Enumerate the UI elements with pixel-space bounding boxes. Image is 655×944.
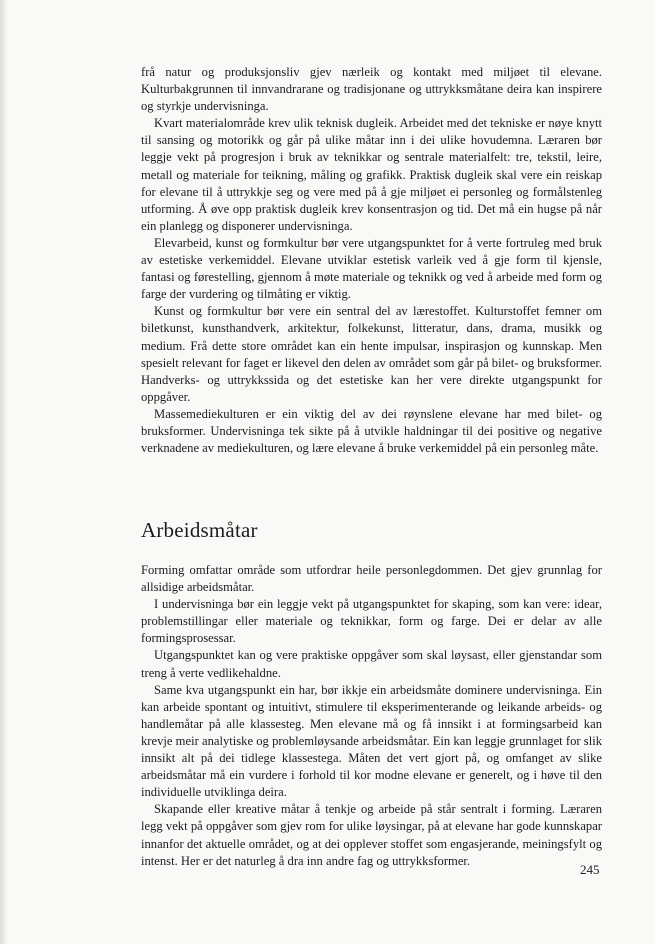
page-number: 245 xyxy=(580,862,600,877)
paragraph: Kunst og formkultur bør vere ein sentral del av lærestoffet. Kulturstoffet femner om biletkunst, kunsthandverk, arkitektur, folkekunst, litteratur, dans, drama, musikk og medium. Frå dette store området kan ein hente impulsar, inspirasjon og kunnskap. Men spesielt relevant for faget er likevel den delen av området som går på bilet- og bruksformer. Handverks- og uttrykkssida og det estetiske kan her vere direkte utgangspunkt for oppgåver. xyxy=(141,304,602,404)
section-heading: Arbeidsmåtar xyxy=(141,518,258,542)
paragraph: Forming omfattar område som utfordrar heile personlegdommen. Det gjev grunnlag for allsidige arbeidsmåtar. xyxy=(141,563,602,595)
body-text-upper xyxy=(141,64,602,457)
paragraph: Skapande eller kreative måtar å tenkje og arbeide på står sentralt i forming. Læraren legg vekt på oppgåver som gjev rom for ulike løysingar, på at elevane har gode kunnskapar innanfor det aktuelle området, og at dei opplever stoffet som engasjerande, meiningsfylt og intenst. Her er det naturleg å dra inn andre fag og uttrykksformer. xyxy=(141,802,602,868)
paragraph: I undervisninga bør ein leggje vekt på utgangspunktet for skaping, som kan vere: idear, problemstillingar eller materiale og teknikkar, form og farge. Dei er delar av alle formingsprosessar. xyxy=(141,597,602,646)
body-text-lower xyxy=(141,562,602,870)
paragraph: Same kva utgangspunkt ein har, bør ikkje ein arbeidsmåte dominere undervisninga. Ein kan arbeide spontant og intuitivt, stimulere til eksperimenterande og leikande arbeids- og handlemåtar på alle klassesteg. Men elevane må og få innsikt i at formingsarbeid kan krevje meir analytiske og problemløysande arbeidsmåtar. Ein kan leggje grunnlaget for slik innsikt alt på dei tidlege klassestega. Måten det vert gjort på, og omfanget av slike arbeidsmåtar må ein vurdere i forhold til kor modne elevane er generelt, og i høve til den individuelle utviklinga deira. xyxy=(141,682,602,800)
paragraph: frå natur og produksjonsliv gjev nærleik og kontakt med miljøet til elevane. Kulturbakgrunnen til innvandrarane og tradisjonane og uttrykksmåtane deira kan inspirere og styrkje undervisninga. xyxy=(141,65,602,114)
page-edge-shadow xyxy=(0,0,8,944)
paragraph: Elevarbeid, kunst og formkultur bør vere utgangspunktet for å verte fortruleg med bruk av estetiske verkemiddel. Elevane utviklar estetisk varleik ved å gje form til kjensle, fantasi og førestelling, gjennom å møte materiale og teknikk og ved å arbeide med form og farge der vurdering og tilmåting er viktig. xyxy=(141,235,602,302)
paragraph: Massemediekulturen er ein viktig del av dei røynslene elevane har med bilet- og bruksformer. Undervisninga tek sikte på å utvikle haldningar til dei positive og negative verknadene av mediekulturen, og lære elevane å bruke verkemiddel på ein personleg måte. xyxy=(141,406,602,456)
paragraph: Kvart materialområde krev ulik teknisk dugleik. Arbeidet med det tekniske er nøye knytt til sansing og motorikk og går på ulike måtar inn i dei ulike hovudemna. Læraren bør leggje vekt på progresjon i bruk av teknikkar og sentrale materialfelt: tre, tekstil, leire, metall og materiale for teikning, måling og grafikk. Praktisk dugleik skal vere ein reiskap for elevane til å uttrykkje seg og vere med på å gje miljøet ei personleg og formålstenleg utforming. Å øve opp praktisk dugleik krev konsentrasjon og tid. Det må ein hugse på når ein planlegg og disponerer undervisninga. xyxy=(141,116,602,233)
paragraph: Utgangspunktet kan og vere praktiske oppgåver som skal løysast, eller gjenstandar som treng å verte vedlikehaldne. xyxy=(141,648,602,680)
